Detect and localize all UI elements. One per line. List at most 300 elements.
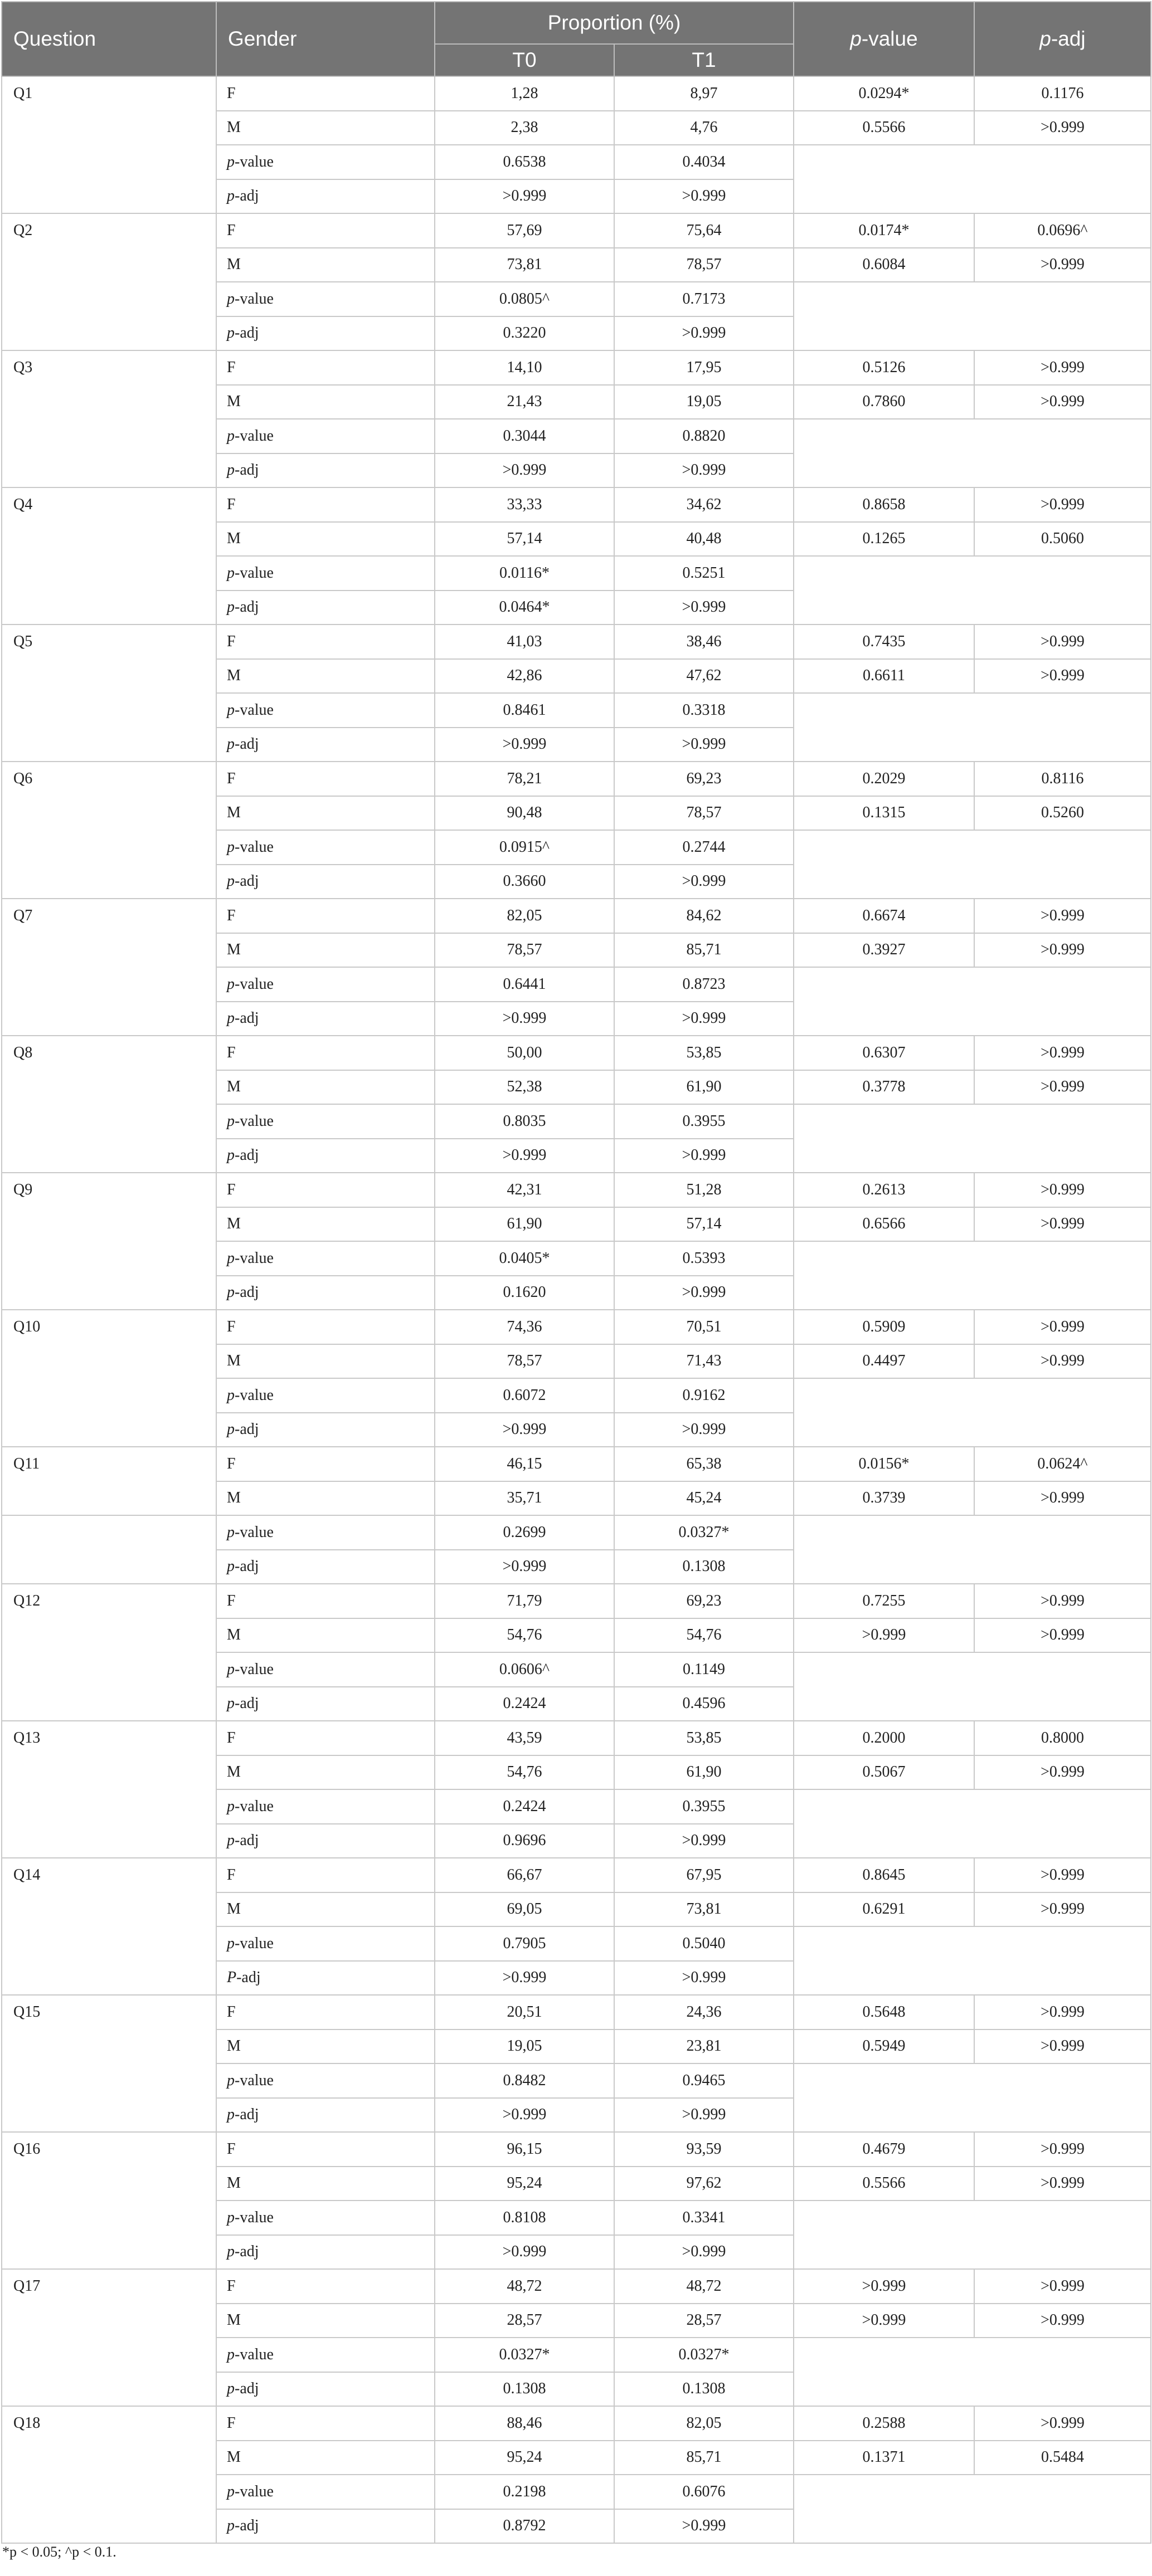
stat-italic: p: [227, 1009, 235, 1027]
value-t0: 41,03: [435, 625, 614, 659]
stat-suffix: -adj: [235, 2243, 259, 2261]
gender-cell: F: [216, 2406, 435, 2441]
empty-cell: [794, 1104, 1151, 1173]
gender-cell: M: [216, 1070, 435, 1105]
value-padj: >0.999: [974, 248, 1151, 282]
value-t1: 28,57: [614, 2304, 794, 2338]
stat-suffix: -value: [235, 290, 274, 308]
value-t1: 0.8820: [614, 419, 794, 453]
value-padj: >0.999: [974, 2029, 1151, 2064]
value-t0: 0.8035: [435, 1104, 614, 1139]
stat-italic: p: [227, 701, 235, 719]
gender-cell: [216, 2201, 435, 2235]
value-t0: 43,59: [435, 1721, 614, 1755]
value-t1: >0.999: [614, 2509, 794, 2544]
stat-italic: p: [227, 153, 235, 170]
value-t1: 0.9465: [614, 2063, 794, 2098]
stat-suffix: -value: [235, 2208, 274, 2226]
value-padj: >0.999: [974, 1584, 1151, 1618]
stat-suffix: -adj: [235, 324, 259, 342]
value-padj: >0.999: [974, 1344, 1151, 1379]
table-header: [2, 2, 1151, 76]
value-t0: 0.1620: [435, 1276, 614, 1310]
value-t0: 57,14: [435, 522, 614, 557]
gender-cell: [216, 1687, 435, 1721]
empty-cell: [794, 2338, 1151, 2406]
gender-cell: [216, 145, 435, 179]
value-t0: 0.6538: [435, 145, 614, 179]
question-cell: Q7: [2, 899, 216, 1036]
stat-suffix: -value: [235, 701, 274, 719]
value-t0: >0.999: [435, 728, 614, 762]
question-cell-empty: [2, 1515, 216, 1584]
value-t1: 82,05: [614, 2406, 794, 2441]
value-t1: >0.999: [614, 2098, 794, 2133]
empty-cell: [794, 1789, 1151, 1858]
value-t0: 0.3044: [435, 419, 614, 453]
value-t0: >0.999: [435, 179, 614, 214]
question-cell: Q3: [2, 350, 216, 487]
stat-italic: p: [227, 2243, 235, 2261]
value-pvalue: 0.2613: [794, 1173, 974, 1207]
value-t0: 50,00: [435, 1036, 614, 1070]
value-pvalue: 0.5648: [794, 1995, 974, 2029]
value-padj: >0.999: [974, 1310, 1151, 1344]
gender-cell: F: [216, 2132, 435, 2167]
value-padj: 0.5484: [974, 2441, 1151, 2475]
gender-cell: F: [216, 762, 435, 796]
value-t1: 48,72: [614, 2269, 794, 2304]
stat-suffix: -value: [235, 1523, 274, 1541]
value-pvalue: >0.999: [794, 2304, 974, 2338]
value-t0: 57,69: [435, 213, 614, 248]
gender-cell: [216, 967, 435, 1002]
gender-cell: [216, 1789, 435, 1824]
value-t1: 4,76: [614, 111, 794, 145]
gender-cell: [216, 1515, 435, 1550]
value-t0: 0.2424: [435, 1789, 614, 1824]
stat-suffix: -value: [235, 564, 274, 582]
gender-cell: [216, 1824, 435, 1858]
value-t1: 61,90: [614, 1070, 794, 1105]
value-t1: 61,90: [614, 1755, 794, 1790]
gender-cell: [216, 282, 435, 316]
gender-cell: M: [216, 2029, 435, 2064]
value-t1: 0.1308: [614, 2372, 794, 2407]
value-padj: >0.999: [974, 1481, 1151, 1516]
stat-italic: p: [227, 2071, 235, 2089]
value-t1: 0.2744: [614, 830, 794, 865]
gender-cell: M: [216, 522, 435, 557]
value-t0: 0.8108: [435, 2201, 614, 2235]
value-t0: 14,10: [435, 350, 614, 385]
gender-cell: M: [216, 2167, 435, 2201]
value-t0: 90,48: [435, 796, 614, 831]
value-padj: >0.999: [974, 111, 1151, 145]
value-t1: 85,71: [614, 2441, 794, 2475]
stat-italic: p: [227, 872, 235, 890]
value-pvalue: 0.7255: [794, 1584, 974, 1618]
value-t0: 1,28: [435, 76, 614, 111]
value-padj: 0.0696^: [974, 213, 1151, 248]
stat-italic: p: [227, 1386, 235, 1404]
stat-italic: p: [227, 564, 235, 582]
value-t1: 40,48: [614, 522, 794, 557]
value-t1: 0.3318: [614, 693, 794, 728]
value-t0: >0.999: [435, 1961, 614, 1996]
stat-suffix: -adj: [235, 1421, 259, 1438]
stat-italic: p: [227, 2345, 235, 2363]
value-t0: 0.3220: [435, 316, 614, 351]
value-padj: >0.999: [974, 350, 1151, 385]
stat-suffix: -adj: [235, 187, 259, 205]
value-pvalue: 0.3778: [794, 1070, 974, 1105]
value-t1: >0.999: [614, 728, 794, 762]
value-t1: 67,95: [614, 1858, 794, 1892]
gender-cell: [216, 1550, 435, 1584]
value-padj: >0.999: [974, 1036, 1151, 1070]
value-t1: >0.999: [614, 1824, 794, 1858]
value-t1: 0.0327*: [614, 2338, 794, 2372]
value-t0: 52,38: [435, 1070, 614, 1105]
value-t0: >0.999: [435, 1002, 614, 1036]
value-t0: 33,33: [435, 487, 614, 522]
stat-suffix: -value: [235, 1660, 274, 1678]
stat-italic: p: [227, 187, 235, 205]
table-row: [2, 350, 1151, 385]
gender-cell: M: [216, 1892, 435, 1927]
value-t1: 85,71: [614, 933, 794, 968]
value-padj: >0.999: [974, 2167, 1151, 2201]
stat-italic: p: [227, 1797, 235, 1815]
empty-cell: [794, 145, 1151, 213]
stat-italic: p: [227, 427, 235, 445]
value-padj: >0.999: [974, 933, 1151, 968]
gender-cell: M: [216, 1344, 435, 1379]
value-t1: 0.6076: [614, 2475, 794, 2509]
empty-cell: [794, 2475, 1151, 2543]
empty-cell: [794, 282, 1151, 350]
empty-cell: [794, 2063, 1151, 2132]
value-t1: 0.3955: [614, 1789, 794, 1824]
value-pvalue: 0.2000: [794, 1721, 974, 1755]
value-t0: 0.8482: [435, 2063, 614, 2098]
stat-suffix: -adj: [235, 1695, 259, 1713]
table-row: [2, 2132, 1151, 2167]
gender-cell: [216, 2235, 435, 2270]
value-t0: 0.1308: [435, 2372, 614, 2407]
value-t0: 0.9696: [435, 1824, 614, 1858]
value-pvalue: 0.2588: [794, 2406, 974, 2441]
value-padj: >0.999: [974, 1892, 1151, 1927]
stat-suffix: -value: [235, 427, 274, 445]
value-t1: 0.4596: [614, 1687, 794, 1721]
value-t1: 0.9162: [614, 1378, 794, 1413]
value-t0: 20,51: [435, 1995, 614, 2029]
table-body: [2, 76, 1151, 2543]
value-padj: 0.8000: [974, 1721, 1151, 1755]
gender-cell: M: [216, 1755, 435, 1790]
value-t1: 71,43: [614, 1344, 794, 1379]
value-t1: >0.999: [614, 1139, 794, 1173]
gender-cell: M: [216, 933, 435, 968]
gender-cell: [216, 1652, 435, 1687]
value-t1: 45,24: [614, 1481, 794, 1516]
gender-cell: F: [216, 2269, 435, 2304]
question-cell: Q4: [2, 487, 216, 625]
value-pvalue: >0.999: [794, 2269, 974, 2304]
value-t0: 0.2424: [435, 1687, 614, 1721]
empty-cell: [794, 1652, 1151, 1721]
value-padj: >0.999: [974, 2304, 1151, 2338]
stat-italic: p: [227, 1523, 235, 1541]
stat-suffix: -value: [235, 1112, 274, 1130]
value-t1: 0.7173: [614, 282, 794, 316]
value-pvalue: 0.5949: [794, 2029, 974, 2064]
results-table: [1, 1, 1151, 2544]
value-t1: 24,36: [614, 1995, 794, 2029]
empty-cell: [794, 1926, 1151, 1995]
value-t0: 0.8461: [435, 693, 614, 728]
value-t0: 0.0606^: [435, 1652, 614, 1687]
value-pvalue: 0.5067: [794, 1755, 974, 1790]
value-pvalue: 0.4497: [794, 1344, 974, 1379]
question-cell: Q17: [2, 2269, 216, 2406]
value-padj: 0.8116: [974, 762, 1151, 796]
stat-italic: p: [227, 735, 235, 753]
stat-italic: p: [227, 2482, 235, 2500]
value-t1: 47,62: [614, 659, 794, 694]
gender-cell: F: [216, 1447, 435, 1481]
value-t1: >0.999: [614, 1961, 794, 1996]
stat-suffix: -adj: [235, 2106, 259, 2124]
stat-suffix: -value: [235, 1934, 274, 1952]
empty-cell: [794, 419, 1151, 487]
value-t0: 78,21: [435, 762, 614, 796]
stat-italic: p: [227, 1146, 235, 1164]
value-t0: 95,24: [435, 2167, 614, 2201]
value-t1: >0.999: [614, 2235, 794, 2270]
value-t0: 0.7905: [435, 1926, 614, 1961]
value-t1: 0.3341: [614, 2201, 794, 2235]
gender-cell: F: [216, 1584, 435, 1618]
header-t0: T0: [435, 44, 614, 76]
table-row: [2, 76, 1151, 111]
value-pvalue: 0.7435: [794, 625, 974, 659]
gender-cell: [216, 2475, 435, 2509]
table-row: [2, 213, 1151, 248]
value-t0: 0.0405*: [435, 1241, 614, 1276]
gender-cell: F: [216, 1173, 435, 1207]
gender-cell: [216, 1241, 435, 1276]
stat-italic: p: [227, 2517, 235, 2535]
gender-cell: M: [216, 385, 435, 419]
header-padj: p-adj: [974, 2, 1151, 76]
stat-italic: p: [227, 1695, 235, 1713]
gender-cell: F: [216, 213, 435, 248]
value-t0: 19,05: [435, 2029, 614, 2064]
question-cell: Q16: [2, 2132, 216, 2269]
value-t0: 48,72: [435, 2269, 614, 2304]
value-pvalue: >0.999: [794, 1618, 974, 1653]
value-t1: >0.999: [614, 1413, 794, 1447]
value-padj: >0.999: [974, 487, 1151, 522]
value-t1: 57,14: [614, 1207, 794, 1242]
table-row: [2, 1036, 1151, 1070]
table-row: [2, 1584, 1151, 1618]
question-cell: Q10: [2, 1310, 216, 1447]
value-t1: 53,85: [614, 1721, 794, 1755]
value-t1: 0.5040: [614, 1926, 794, 1961]
value-t0: 0.6441: [435, 967, 614, 1002]
value-padj: 0.5260: [974, 796, 1151, 831]
question-cell: Q15: [2, 1995, 216, 2132]
value-padj: >0.999: [974, 1070, 1151, 1105]
stat-italic: p: [227, 1112, 235, 1130]
value-pvalue: 0.7860: [794, 385, 974, 419]
stat-suffix: -adj: [235, 598, 259, 616]
gender-cell: M: [216, 1207, 435, 1242]
gender-cell: [216, 1926, 435, 1961]
value-t1: 69,23: [614, 1584, 794, 1618]
stat-suffix: -value: [235, 975, 274, 993]
value-t0: 54,76: [435, 1755, 614, 1790]
gender-cell: [216, 2098, 435, 2133]
stat-suffix: -value: [235, 2482, 274, 2500]
value-pvalue: 0.5126: [794, 350, 974, 385]
value-pvalue: 0.4679: [794, 2132, 974, 2167]
gender-cell: [216, 591, 435, 625]
value-pvalue: 0.1315: [794, 796, 974, 831]
gender-cell: [216, 453, 435, 488]
value-t1: 38,46: [614, 625, 794, 659]
gender-cell: [216, 419, 435, 453]
value-t1: 0.5251: [614, 556, 794, 591]
stat-italic: p: [227, 1421, 235, 1438]
value-pvalue: 0.1265: [794, 522, 974, 557]
table-row: [2, 1515, 1151, 1550]
stat-italic: p: [227, 2208, 235, 2226]
value-t0: 0.8792: [435, 2509, 614, 2544]
question-cell: Q12: [2, 1584, 216, 1721]
value-t0: 88,46: [435, 2406, 614, 2441]
value-padj: >0.999: [974, 659, 1151, 694]
value-padj: >0.999: [974, 1995, 1151, 2029]
question-cell: Q9: [2, 1173, 216, 1310]
value-t1: 97,62: [614, 2167, 794, 2201]
value-t0: 21,43: [435, 385, 614, 419]
empty-cell: [794, 830, 1151, 899]
stat-suffix: -value: [235, 838, 274, 856]
table-row: [2, 1721, 1151, 1755]
value-t0: 69,05: [435, 1892, 614, 1927]
value-padj: >0.999: [974, 625, 1151, 659]
value-t1: 8,97: [614, 76, 794, 111]
value-t0: 28,57: [435, 2304, 614, 2338]
value-t0: 61,90: [435, 1207, 614, 1242]
question-cell: Q14: [2, 1858, 216, 1995]
stat-italic: p: [227, 1832, 235, 1850]
value-pvalue: 0.3927: [794, 933, 974, 968]
empty-cell: [794, 1378, 1151, 1447]
stat-suffix: -adj: [235, 872, 259, 890]
value-t0: 2,38: [435, 111, 614, 145]
value-t0: 78,57: [435, 1344, 614, 1379]
value-t1: >0.999: [614, 591, 794, 625]
gender-cell: F: [216, 1310, 435, 1344]
stat-suffix: -adj: [235, 1146, 259, 1164]
value-t0: 42,86: [435, 659, 614, 694]
header-pvalue: p-value: [794, 2, 974, 76]
gender-cell: [216, 316, 435, 351]
value-t0: 96,15: [435, 2132, 614, 2167]
stat-suffix: -value: [235, 153, 274, 170]
gender-cell: [216, 865, 435, 899]
value-t1: >0.999: [614, 865, 794, 899]
stat-italic: p: [227, 1558, 235, 1575]
value-t1: 0.0327*: [614, 1515, 794, 1550]
table-row: [2, 2406, 1151, 2441]
gender-cell: M: [216, 796, 435, 831]
table-row: [2, 1447, 1151, 1481]
question-cell: Q6: [2, 762, 216, 899]
value-t1: 34,62: [614, 487, 794, 522]
gender-cell: M: [216, 659, 435, 694]
value-padj: 0.5060: [974, 522, 1151, 557]
value-pvalue: 0.0174*: [794, 213, 974, 248]
value-t0: 0.0464*: [435, 591, 614, 625]
value-padj: 0.0624^: [974, 1447, 1151, 1481]
value-t1: 93,59: [614, 2132, 794, 2167]
value-t0: 42,31: [435, 1173, 614, 1207]
table-row: [2, 1173, 1151, 1207]
value-pvalue: 0.6566: [794, 1207, 974, 1242]
question-cell: Q18: [2, 2406, 216, 2543]
value-t0: 35,71: [435, 1481, 614, 1516]
value-pvalue: 0.5566: [794, 111, 974, 145]
value-t0: >0.999: [435, 1413, 614, 1447]
gender-cell: M: [216, 1481, 435, 1516]
value-pvalue: 0.6084: [794, 248, 974, 282]
value-t1: 69,23: [614, 762, 794, 796]
empty-cell: [794, 967, 1151, 1036]
value-t1: 70,51: [614, 1310, 794, 1344]
value-padj: >0.999: [974, 1207, 1151, 1242]
value-padj: >0.999: [974, 2406, 1151, 2441]
value-padj: >0.999: [974, 1173, 1151, 1207]
stat-italic: p: [227, 838, 235, 856]
value-pvalue: 0.6291: [794, 1892, 974, 1927]
gender-cell: F: [216, 1721, 435, 1755]
stat-suffix: -adj: [235, 2380, 259, 2398]
stat-italic: P: [227, 1969, 237, 1987]
stat-suffix: -value: [235, 1797, 274, 1815]
empty-cell: [794, 1515, 1151, 1584]
stat-italic: p: [227, 975, 235, 993]
value-t1: 23,81: [614, 2029, 794, 2064]
gender-cell: [216, 1961, 435, 1996]
value-t1: 0.3955: [614, 1104, 794, 1139]
value-pvalue: 0.5566: [794, 2167, 974, 2201]
stat-suffix: -adj: [235, 1558, 259, 1575]
gender-cell: [216, 2509, 435, 2544]
value-t0: >0.999: [435, 1139, 614, 1173]
gender-cell: F: [216, 899, 435, 933]
value-t0: 0.0327*: [435, 2338, 614, 2372]
value-t1: 75,64: [614, 213, 794, 248]
gender-cell: [216, 179, 435, 214]
question-cell: Q2: [2, 213, 216, 350]
